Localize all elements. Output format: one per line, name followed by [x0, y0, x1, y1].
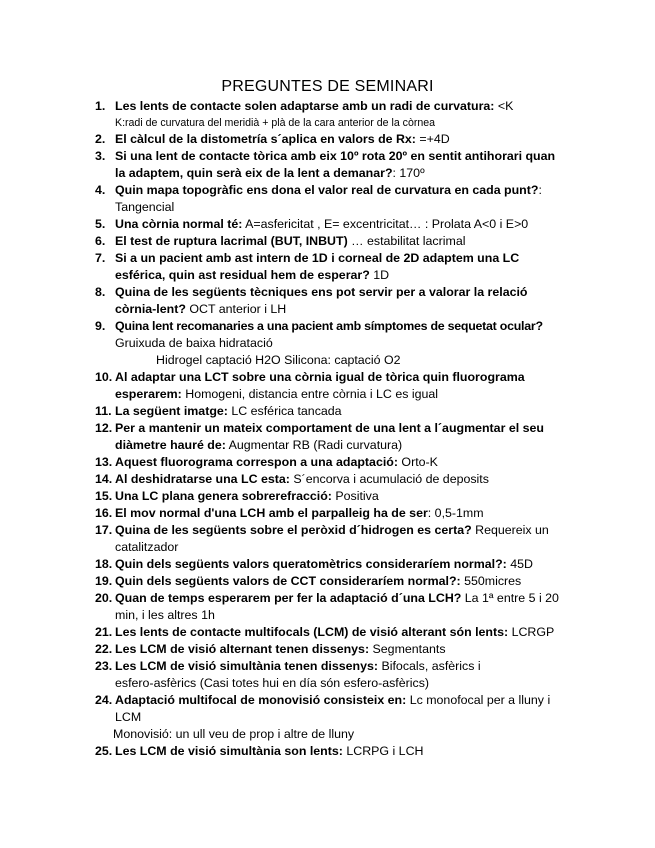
answer-text: 1D — [369, 268, 390, 282]
question-19 — [115, 573, 521, 590]
question-number: 10. — [95, 370, 113, 384]
question-number: 1. — [95, 99, 106, 113]
answer-text: LCRPG i LCH — [342, 744, 424, 758]
question-number: 18. — [95, 557, 113, 571]
question-text: còrnia-lent? — [115, 302, 186, 316]
question-4 — [115, 182, 542, 199]
answer-text: =+4D — [415, 132, 450, 146]
question-text: Quin dels següents valors queratomètrics consideraríem normal?: — [115, 557, 507, 571]
answer-text: min, i les altres 1h — [115, 608, 215, 622]
question-number: 11. — [95, 404, 112, 418]
answer-text: Orto-K — [397, 455, 438, 469]
answer-text: : 0,5-1mm — [427, 506, 484, 520]
question-number: 2. — [95, 132, 106, 146]
question-text: la adaptem, quin serà eix de la lent a demanar? — [115, 166, 393, 180]
answer-text: Segmentants — [369, 642, 446, 656]
answer-text: S´encorva i acumulació de deposits — [289, 472, 489, 486]
question-text: Si una lent de contacte tòrica amb eix 10º rota 20º en sentit antihorari quan — [115, 149, 556, 163]
question-number: 7. — [95, 251, 106, 265]
question-text: Quina de les següents sobre el peròxid d´hidrogen es certa? — [115, 523, 472, 537]
question-number: 8. — [95, 285, 106, 299]
answer-text: A=asfericitat , E= excentricitat… : Prolata A<0 i E>0 — [242, 217, 529, 231]
question-13 — [115, 454, 438, 471]
answer-text: : 170º — [392, 166, 425, 180]
question-text: Una còrnia normal té: — [115, 217, 243, 231]
question-text: Adaptació multifocal de monovisió consisteix en: — [115, 693, 407, 707]
answer-text: : — [538, 183, 542, 197]
question-12 — [115, 437, 402, 454]
question-number: 19. — [95, 574, 113, 588]
answer-text: Augmentar RB (Radi curvatura) — [225, 438, 403, 452]
question-20 — [115, 590, 559, 607]
answer-text: … estabilitat lacrimal — [347, 234, 466, 248]
question-24 — [115, 692, 550, 709]
question-8 — [115, 301, 286, 318]
question-number: 4. — [95, 183, 106, 197]
question-text: Al deshidratarse una LC esta: — [115, 472, 290, 486]
question-number: 12. — [95, 421, 113, 435]
question-14 — [115, 471, 489, 488]
question-21 — [115, 624, 554, 641]
question-number: 21. — [95, 625, 113, 639]
question-text: Quin mapa topogràfic ens dona el valor real de curvatura en cada punt? — [115, 183, 539, 197]
answer-text: Requereix un — [471, 523, 549, 537]
answer-text: Monovisió: un ull veu de prop i altre de lluny — [113, 727, 355, 741]
question-5 — [115, 216, 528, 233]
question-text: Per a mantenir un mateix comportament de una lent a l´augmentar el seu — [115, 421, 544, 435]
question-text: esperarem: — [115, 387, 182, 401]
question-25 — [115, 743, 423, 760]
question-6 — [115, 233, 465, 250]
answer-text: LCM — [115, 710, 142, 724]
question-text: Les lents de contacte solen adaptarse amb un radi de curvatura: — [115, 99, 495, 113]
page-title: PREGUNTES DE SEMINARI — [221, 78, 434, 95]
question-text: El càlcul de la distometría s´aplica en valors de Rx: — [115, 132, 416, 146]
answer-text: Lc monofocal per a lluny i — [406, 693, 551, 707]
question-16 — [115, 505, 484, 522]
question-text: Quan de temps esperarem per fer la adaptació d´una LCH? — [115, 591, 462, 605]
question-22 — [115, 641, 446, 658]
answer-text: Positiva — [331, 489, 379, 503]
question-number: 15. — [95, 489, 113, 503]
question-2 — [115, 131, 450, 148]
question-text: El mov normal d'una LCH amb el parpalleig ha de ser — [115, 506, 428, 520]
question-3 — [115, 165, 425, 182]
answer-text: OCT anterior i LH — [185, 302, 287, 316]
question-text: Les LCM de visió simultània son lents: — [115, 744, 343, 758]
question-text: El test de ruptura lacrimal (BUT, INBUT) — [115, 234, 348, 248]
question-23 — [115, 658, 481, 675]
question-text: Les LCM de visió simultània tenen dissenys: — [115, 659, 379, 673]
answer-note: K:radi de curvatura del meridià + plà de la cara anterior de la còrnea — [115, 117, 436, 129]
question-number: 23. — [95, 659, 113, 673]
question-number: 9. — [95, 319, 106, 333]
question-number: 14. — [95, 472, 113, 486]
question-7 — [115, 267, 389, 284]
question-number: 16. — [95, 506, 113, 520]
question-text: Quina lent recomanaries a una pacient amb símptomes de sequetat ocular? — [115, 319, 543, 333]
question-15 — [115, 488, 379, 505]
answer-text: catalitzador — [115, 540, 179, 554]
question-text: Quina de les següents tècniques ens pot servir per a valorar la relació — [115, 285, 528, 299]
answer-text: Homogeni, distancia entre còrnia i LC es igual — [181, 387, 439, 401]
answer-text: LCRGP — [508, 625, 555, 639]
question-number: 20. — [95, 591, 113, 605]
question-text: Quin dels següents valors de CCT consideraríem normal?: — [115, 574, 461, 588]
question-text: Al adaptar una LCT sobre una còrnia igual de tòrica quin fluorograma — [115, 370, 525, 384]
answer-text: Tangencial — [115, 200, 175, 214]
answer-text: 45D — [506, 557, 533, 571]
question-text: Una LC plana genera sobrerefracció: — [115, 489, 332, 503]
answer-text: Hidrogel captació H2O Silicona: captació O2 — [156, 353, 401, 367]
question-text: Aquest fluorograma correspon a una adaptació: — [115, 455, 398, 469]
question-17 — [115, 522, 549, 539]
question-text: Les LCM de visió alternant tenen dissenys: — [115, 642, 370, 656]
question-number: 5. — [95, 217, 106, 231]
question-10 — [115, 386, 438, 403]
question-11 — [115, 403, 342, 420]
question-18 — [115, 556, 533, 573]
question-number: 25. — [95, 744, 113, 758]
answer-text: Gruixuda de baixa hidratació — [115, 336, 273, 350]
answer-text: La 1ª entre 5 i 20 — [461, 591, 559, 605]
question-1 — [115, 98, 513, 115]
question-text: Les lents de contacte multifocals (LCM) de visió alterant són lents: — [115, 625, 509, 639]
question-number: 6. — [95, 234, 106, 248]
question-number: 17. — [95, 523, 113, 537]
answer-text: Bifocals, asfèrics i — [378, 659, 481, 673]
question-text: esférica, quin ast residual hem de esperar? — [115, 268, 370, 282]
answer-text: 550micres — [460, 574, 522, 588]
answer-text: <K — [494, 99, 514, 113]
question-text: Si a un pacient amb ast intern de 1D i corneal de 2D adaptem una LC — [115, 251, 520, 265]
answer-text: esfero-asfèrics (Casi totes hui en día són esfero-asfèrics) — [115, 676, 430, 690]
question-text: diàmetre hauré de: — [115, 438, 226, 452]
question-number: 22. — [95, 642, 113, 656]
question-number: 13. — [95, 455, 113, 469]
question-number: 24. — [95, 693, 113, 707]
answer-text: LC esférica tancada — [227, 404, 342, 418]
question-number: 3. — [95, 149, 106, 163]
question-text: La següent imatge: — [115, 404, 228, 418]
